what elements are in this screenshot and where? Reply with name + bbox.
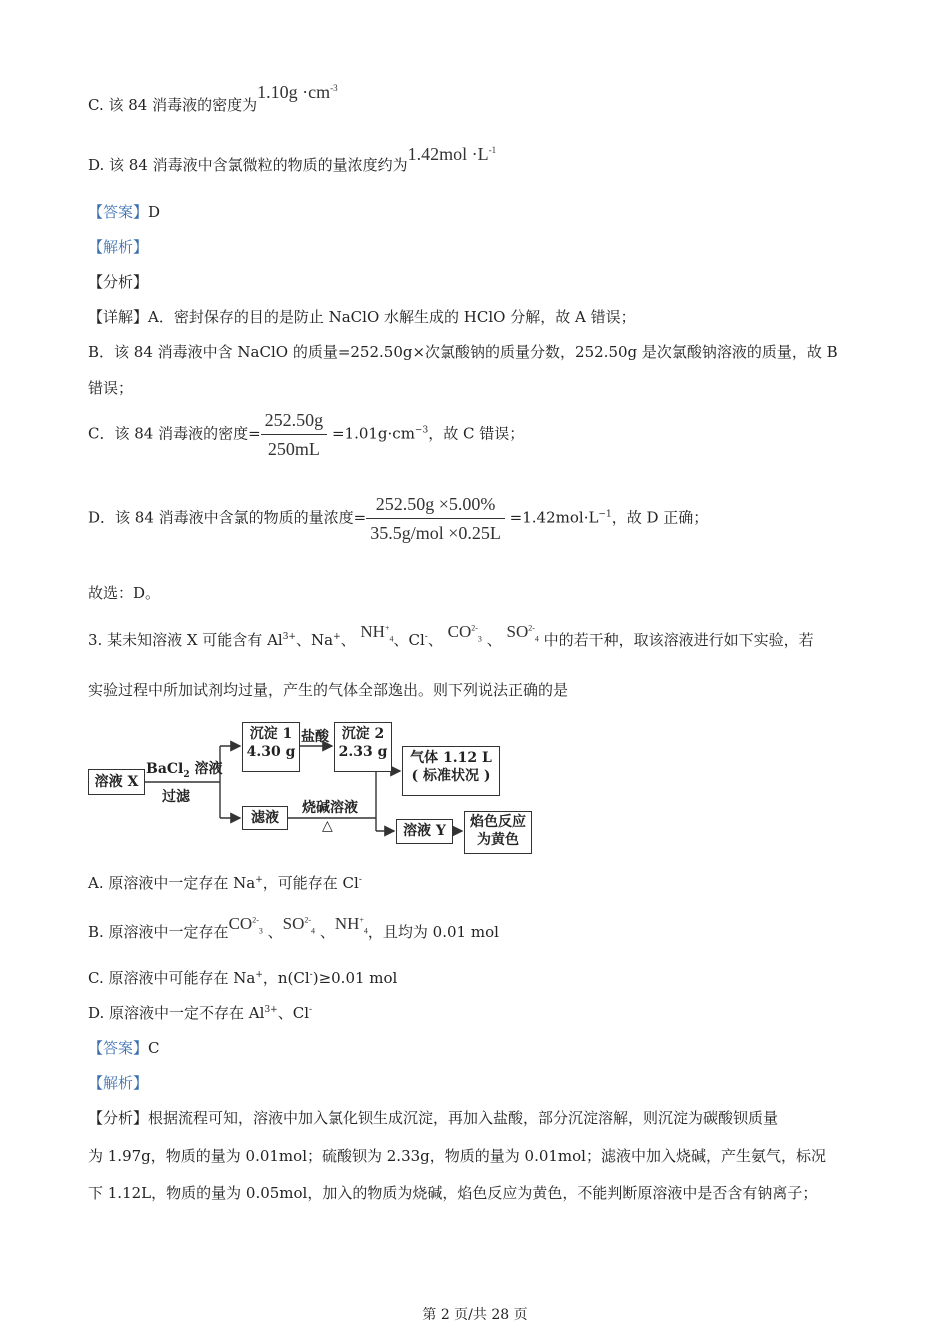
option-b: B. 原溶液中一定存在$CO^{2-}_3$ 、$SO^{2-}_4$ 、$NH^+_4$，且均为 0.01 mol xyxy=(88,914,499,941)
question-3-line1: 3. 某未知溶液 X 可能含有 $Al^{3+}$、Na+、 $NH^+_4$、Cl-、 $CO^{2-}_3$ 、 $SO^{2-}_4$ 中的若干种，取该溶液进行如下实验，若 xyxy=(88,622,814,649)
analysis-1-tag: 【解析】 xyxy=(88,238,149,256)
fenxi-2-line1: 【分析】根据流程可知，溶液中加入氯化钡生成沉淀，再加入盐酸，部分沉淀溶解，则沉淀为碳酸钡质量 xyxy=(88,1109,779,1127)
label-naoh: 烧碱溶液 xyxy=(302,800,358,816)
option-a: A. 原溶液中一定存在 Na+，可能存在 Cl- xyxy=(88,874,362,892)
heat-icon: △ xyxy=(322,818,333,834)
box-solution-y: 溶液 Y xyxy=(396,819,453,844)
option-c-prev: C. 该 84 消毒液的密度为$1.10g \cdot cm^{-3}$ xyxy=(88,82,338,114)
detail-c-fraction: $\frac{252.50g}{250mL}$ xyxy=(261,408,328,461)
box-solution-x: 溶液 X xyxy=(88,769,145,795)
analysis-2-tag: 【解析】 xyxy=(88,1074,149,1092)
box-precipitate-2: 沉淀 2 2.33 g xyxy=(334,722,392,772)
ion-co3-b: $CO^{2-}_3$ xyxy=(228,914,263,936)
label-filter: 过滤 xyxy=(162,789,190,805)
box-gas: 气体 1.12 L ( 标准状况 ) xyxy=(402,746,500,796)
detail-a: 【详解】A．密封保存的目的是防止 NaClO 水解生成的 HClO 分解，故 A 错误； xyxy=(88,308,636,326)
box-precipitate-1: 沉淀 1 4.30 g xyxy=(242,722,300,772)
detail-b1: B．该 84 消毒液中含 NaClO 的质量=252.50g×次氯酸钠的质量分数，252.50g 是次氯酸钠溶液的质量，故 B xyxy=(88,343,838,361)
detail-d: D．该 84 消毒液中含氯的物质的量浓度= $\frac{252.50g \times 5.00\%}{\text{35.5g/mol ×0.25L}}$ $=1.42mol\cdot L^{-1}$，故 D 正确； xyxy=(88,494,709,543)
detail-b2: 错误； xyxy=(88,379,134,397)
fenxi-1: 【分析】 xyxy=(88,273,149,291)
ion-co3: $CO^{2-}_3$ xyxy=(447,622,482,644)
ion-so4: $SO^{2-}_4$ xyxy=(506,622,539,644)
detail-c: C．该 84 消毒液的密度= $\frac{252.50g}{250mL}$ $=1.01g\cdot cm^{-3}$，故 C 错误； xyxy=(88,410,525,459)
question-3-line2: 实验过程中所加试剂均过量，产生的气体全部逸出。则下列说法正确的是 xyxy=(88,681,569,699)
option-d: D. 原溶液中一定不存在 $Al^{3+}$、Cl- xyxy=(88,1004,313,1022)
ion-nh4: $NH^+_4$ xyxy=(360,622,394,644)
label-bacl2: BaCl$_2$ 溶液 xyxy=(146,761,223,780)
ion-so4-b: $SO^{2-}_4$ xyxy=(282,914,316,936)
label-hcl: 盐酸 xyxy=(301,729,329,745)
option-c: C. 原溶液中可能存在 Na+，n(Cl-)≥0.01 mol xyxy=(88,969,398,987)
answer-2: 【答案】C xyxy=(88,1039,160,1057)
conclusion: 故选：D。 xyxy=(88,584,161,602)
box-flame-test: 焰色反应 为黄色 xyxy=(464,811,532,854)
ion-nh4-b: $NH^+_4$ xyxy=(334,914,368,936)
box-filtrate: 滤液 xyxy=(242,806,288,830)
fenxi-2-line2: 为 1.97g，物质的量为 0.01mol；硫酸钡为 2.33g，物质的量为 0.01mol；滤液中加入烧碱，产生氨气，标况 xyxy=(88,1147,826,1165)
option-d-prev: D. 该 84 消毒液中含氯微粒的物质的量浓度约为$1.42mol \cdot L^{-1}$ xyxy=(88,144,497,174)
answer-1: 【答案】D xyxy=(88,203,161,221)
detail-d-fraction: $\frac{252.50g \times 5.00\%}{\text{35.5g/mol ×0.25L}}$ xyxy=(366,492,505,545)
page-footer: 第 2 页/共 28 页 xyxy=(422,1307,528,1323)
fenxi-2-line3: 下 1.12L，物质的量为 0.05mol，加入的物质为烧碱，焰色反应为黄色，不能判断原溶液中是否含有钠离子； xyxy=(88,1184,818,1202)
